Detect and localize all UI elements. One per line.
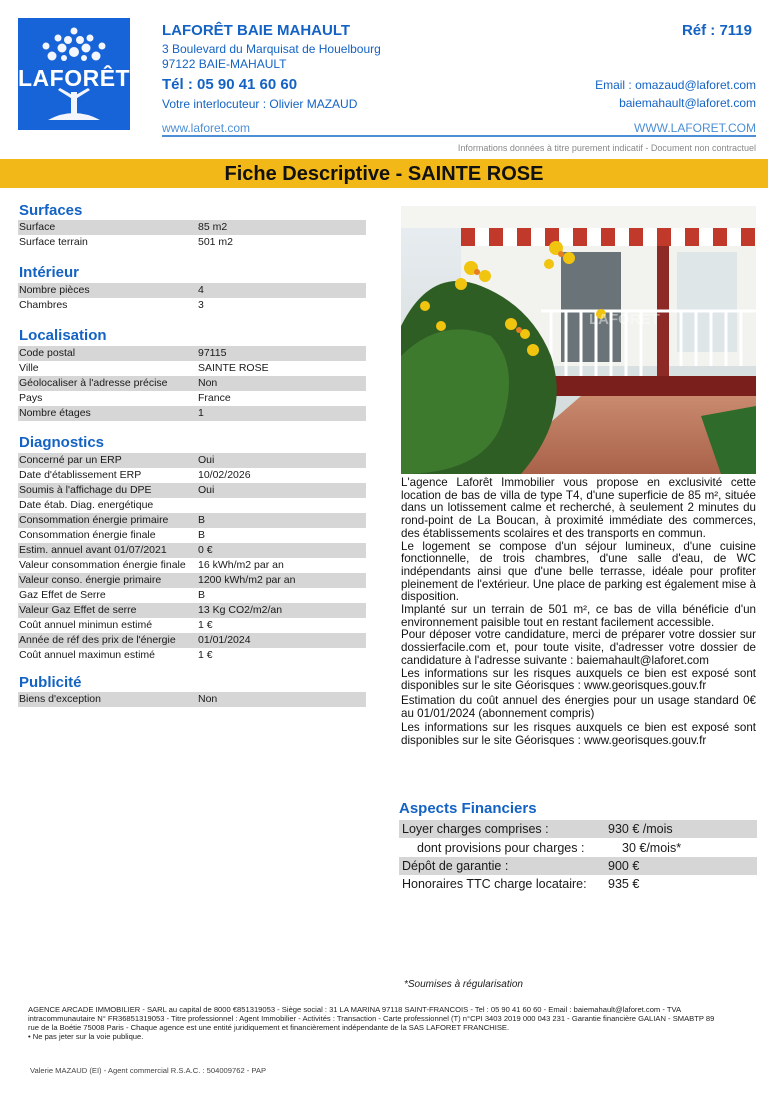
row-label: Pays [19,392,43,404]
row-value: 16 kWh/m2 par an [198,559,284,571]
table-row [18,648,366,663]
row-value: 85 m2 [198,221,228,233]
table-row [18,298,366,313]
table-row [18,283,366,298]
description-paragraph: Estimation du coût annuel des énergies pour un usage standard 0€ au 01/01/2024 (abonnement compris) [401,693,756,720]
row-label: Valeur conso. énergie primaire [19,574,162,586]
row-label: Date étab. Diag. energétique [19,499,154,511]
property-description [401,477,756,748]
section-title-interieur: Intérieur [19,264,80,281]
table-row [18,406,366,421]
table-row [18,513,366,528]
row-label: Consommation énergie finale [19,529,156,541]
table-row [18,633,366,648]
row-label: Date d'établissement ERP [19,469,142,481]
row-label: Nombre pièces [19,284,90,296]
row-value: 13 Kg CO2/m2/an [198,604,283,616]
logo-text: LAFORÊT [18,65,131,91]
row-label: Concerné par un ERP [19,454,122,466]
financial-row [399,839,757,857]
row-value: Non [198,377,218,389]
section-title-financial: Aspects Financiers [399,800,537,817]
table-row [18,543,366,558]
description-paragraph: Pour déposer votre candidature, merci de préparer votre dossier sur dossierfacile.com et, pour toute visite, d'adresser votre dossier de candidature à l'adresse suivante : baiemahault@laforet.com [401,628,756,667]
contact-email[interactable]: Email : omazaud@laforet.com [595,78,756,92]
page-title: Fiche Descriptive - SAINTE ROSE [0,159,768,188]
legal-text: AGENCE ARCADE IMMOBILIER - SARL au capital de 8000 €851319053 - Siège social : 31 LA MARINA 97118 SAINT-FRANCOIS - Tel : 05 90 41 60 60 - Email : baiemahault@laforet.com - TVA intracommunautaire N° FR36851319053 - Titre professionnel : Agent Immobilier - Activités : Transaction - Carte professionnel (T) n°CPI 3403 2019 000 043 231 - Garantie financière GALIAN - SMABTP 89 rue de la Boétie 75008 Paris - Chaque agence est une entité juridiquement et financièrement indépendante de la SAS LAFORET FRANCHISE. [28,1005,715,1033]
row-label: Coût annuel minimun estimé [19,619,153,631]
row-value: B [198,514,206,526]
agent-footer: Valerie MAZAUD (EI) - Agent commercial R.S.A.C. : 504009762 - PAP [30,1066,267,1075]
section-title-publicite: Publicité [19,674,82,691]
row-label: Nombre étages [19,407,91,419]
description-paragraph: Les informations sur les risques auxquels ce bien est exposé sont disponibles sur le site Géorisques : www.georisques.gouv.fr [401,666,756,693]
row-value: B [198,589,206,601]
financial-row [399,820,757,838]
phone-number: Tél : 05 90 41 60 60 [162,76,298,93]
table-row [18,603,366,618]
contact-person: Votre interlocuteur : Olivier MAZAUD [162,97,358,111]
row-label: Consommation énergie primaire [19,514,169,526]
row-value: 4 [198,284,204,296]
legal-footer [28,1005,718,1041]
photo-watermark: LAFORÊT [589,311,660,328]
row-label: Gaz Effet de Serre [19,589,106,601]
table-row [18,235,366,250]
financial-value: 900 € [608,859,640,873]
row-label: Estim. annuel avant 01/07/2021 [19,544,167,556]
address-line-2: 97122 BAIE-MAHAULT [162,57,287,71]
table-row [18,558,366,573]
row-label: Surface terrain [19,236,88,248]
website-link-right[interactable]: WWW.LAFORET.COM [634,121,756,135]
footnote: *Soumises à régularisation [404,979,523,990]
table-row [18,346,366,361]
row-label: Surface [19,221,56,233]
row-value: 1 € [198,619,213,631]
description-paragraph: Le logement se compose d'un séjour lumineux, d'une cuisine fonctionnelle, de trois chambres, d'une salle d'eau, de WC indépendants ainsi que d'une belle terrasse, idéale pour profiter pleinement de l'extérieur. Une place de parking est également mise à disposition. [401,539,756,604]
legal-text-2: • Ne pas jeter sur la voie publique. [28,1032,144,1042]
table-row [18,453,366,468]
row-value: SAINTE ROSE [198,362,269,374]
financial-value: 930 € /mois [608,822,673,836]
description-paragraph: Implanté sur un terrain de 501 m², ce bas de villa bénéficie d'un environnement paisible tout en restant facilement accessible. [401,603,756,629]
table-row [18,391,366,406]
villa-terrace-illustration [401,206,756,474]
row-value: 0 € [198,544,213,556]
table-row [18,618,366,633]
reference-number: Réf : 7119 [681,22,752,39]
row-value: Oui [198,484,215,496]
row-label: Code postal [19,347,76,359]
row-label: Ville [19,362,39,374]
row-label: Soumis à l'affichage du DPE [19,484,152,496]
website-link-left[interactable]: www.laforet.com [162,121,251,135]
table-row [18,588,366,603]
table-row [18,376,366,391]
table-row [18,692,366,707]
row-value: 1 [198,407,204,419]
row-value: 10/02/2026 [198,469,251,481]
description-paragraph: L'agence Laforêt Immobilier vous propose en exclusivité cette location de bas de villa de type T4, d'une superficie de 85 m², située dans un lotissement calme et recherché, à seulement 2 minutes du rond-point de La Boucan, à proximité immédiate des commerces, des établissements scolaires et des transports en commun. [401,476,756,540]
financial-label: Honoraires TTC charge locataire: [402,877,587,891]
row-value: France [198,392,231,404]
row-value: 01/01/2024 [198,634,251,646]
laforet-logo [18,18,130,130]
row-label: Valeur consommation énergie finale [19,559,186,571]
row-label: Valeur Gaz Effet de serre [19,604,137,616]
row-value: Non [198,693,218,705]
table-row [18,468,366,483]
row-value: Oui [198,454,215,466]
row-label: Coût annuel maximun estimé [19,649,155,661]
row-label: Année de réf des prix de l'énergie [19,634,176,646]
row-value: 501 m2 [198,236,234,248]
table-row [18,573,366,588]
agency-name: LAFORÊT BAIE MAHAULT [162,22,351,39]
table-row [18,528,366,543]
section-title-diagnostics: Diagnostics [19,434,105,451]
financial-label: dont provisions pour charges : [417,841,585,855]
agency-email[interactable]: baiemahault@laforet.com [619,96,756,110]
section-title-localisation: Localisation [19,327,107,344]
financial-value: 935 € [608,877,640,891]
property-photo [401,206,756,474]
row-label: Biens d'exception [19,693,101,705]
row-value: 97115 [198,347,227,359]
disclaimer: Informations données à titre purement indicatif - Document non contractuel [457,143,756,153]
header-divider [162,135,756,137]
table-row [18,483,366,498]
table-row [18,220,366,235]
row-value: B [198,529,206,541]
financial-label: Loyer charges comprises : [402,822,549,836]
section-title-surfaces: Surfaces [19,202,83,219]
table-row [18,498,366,513]
row-label: Chambres [19,299,68,311]
row-value: 1 € [198,649,213,661]
description-paragraph: Les informations sur les risques auxquels ce bien est exposé sont disponibles sur le site Géorisques : www.georisques.gouv.fr [401,721,756,748]
financial-row [399,875,757,893]
row-value: 1200 kWh/m2 par an [198,574,296,586]
table-row [18,361,366,376]
address-line-1: 3 Boulevard du Marquisat de Houelbourg [162,42,381,56]
financial-label: Dépôt de garantie : [402,859,509,873]
financial-value: 30 €/mois* [622,841,682,855]
financial-row [399,857,757,875]
row-value: 3 [198,299,204,311]
row-label: Géolocaliser à l'adresse précise [19,377,168,389]
